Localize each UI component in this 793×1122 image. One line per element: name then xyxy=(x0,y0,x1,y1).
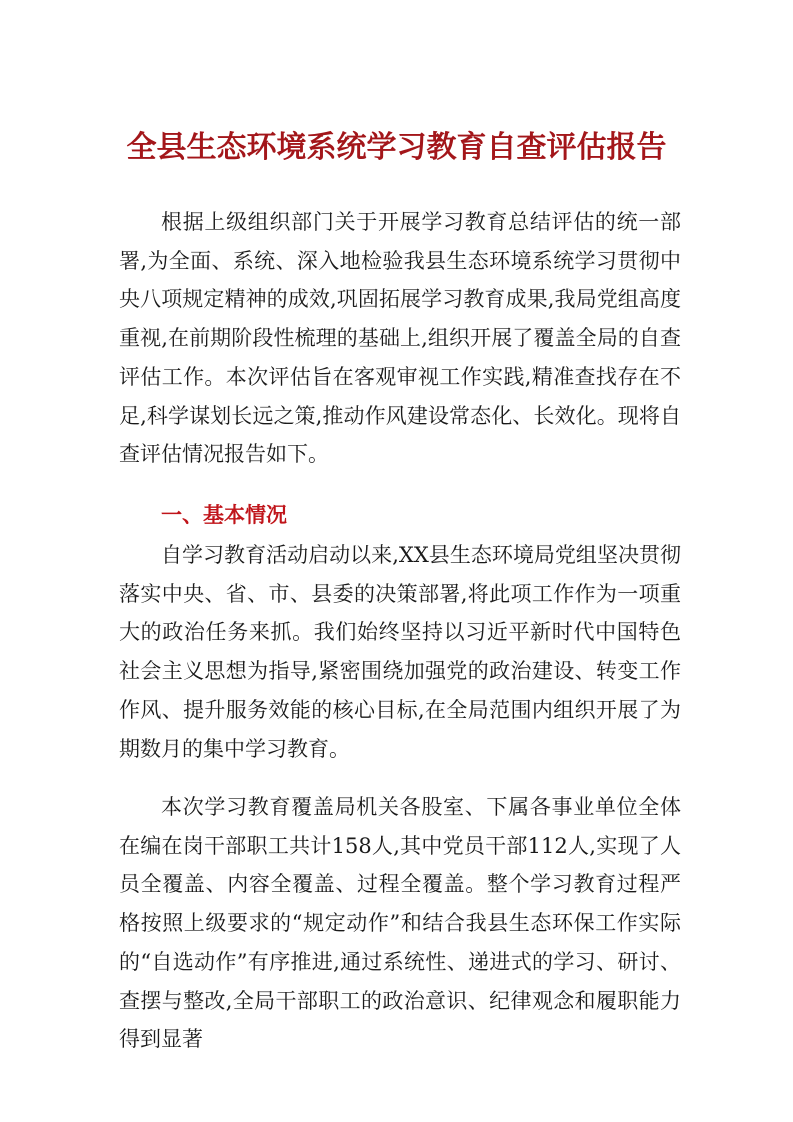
section1-paragraph-2: 本次学习教育覆盖局机关各股室、下属各事业单位全体在编在岗干部职工共计158人,其中党员干部112人,实现了人员全覆盖、内容全覆盖、过程全覆盖。整个学习教育过程严格按照上级要求的“规定动作”和结合我县生态环保工作实际的“自选动作”有序推进,通过系统性、递进式的学习、研讨、查摆与整改,全局干部职工的政治意识、纪律观念和履职能力得到显著 xyxy=(119,795,681,1052)
intro-paragraph: 根据上级组织部门关于开展学习教育总结评估的统一部署,为全面、系统、深入地检验我县生态环境系统学习贯彻中央八项规定精神的成效,巩固拓展学习教育成果,我局党组高度重视,在前期阶段性梳理的基础上,组织开展了覆盖全局的自查评估工作。本次评估旨在客观审视工作实践,精准查找存在不足,科学谋划长远之策,推动作风建设常态化、长效化。现将自查评估情况报告如下。 xyxy=(119,210,681,467)
section-heading-basic-situation: 一、基本情况 xyxy=(161,503,287,527)
document-title: 全县生态环境系统学习教育自查评估报告 xyxy=(126,130,667,165)
section1-paragraph-1: 自学习教育活动启动以来,XX县生态环境局党组坚决贯彻落实中央、省、市、县委的决策部署,将此项工作作为一项重大的政治任务来抓。我们始终坚持以习近平新时代中国特色社会主义思想为指导,紧密围绕加强党的政治建设、转变工作作风、提升服务效能的核心目标,在全局范围内组织开展了为期数月的集中学习教育。 xyxy=(119,543,681,761)
